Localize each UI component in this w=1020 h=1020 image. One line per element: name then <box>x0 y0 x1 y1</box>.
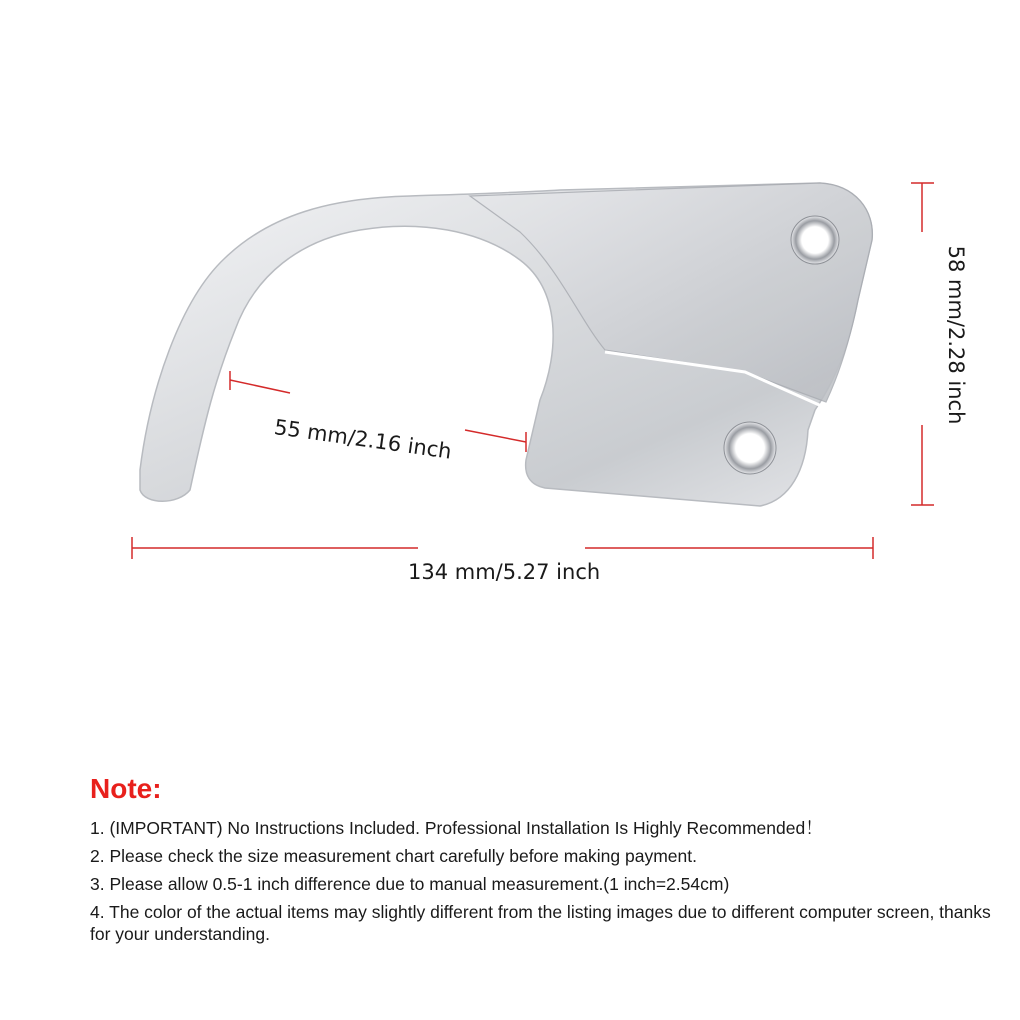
note-item-2: 2. Please check the size measurement chart carefully before making payment. <box>90 846 697 866</box>
note-title: Note: <box>90 773 162 804</box>
total-width-label: 134 mm/5.27 inch <box>408 560 601 584</box>
note-item-4: 4. The color of the actual items may slightly different from the listing images due to different computer screen, thanks for your understanding. <box>90 902 991 944</box>
inner-line-right <box>465 430 526 442</box>
mounting-hole-upper <box>791 216 839 264</box>
note-item-3: 3. Please allow 0.5-1 inch difference due to manual measurement.(1 inch=2.54cm) <box>90 874 730 894</box>
inner-diameter-label: 55 mm/2.16 inch <box>272 415 454 464</box>
note-item-1: 1. (IMPORTANT) No Instructions Included. Professional Installation Is Highly Recommended！ <box>90 818 823 838</box>
inner-line-left <box>230 380 290 393</box>
bracket-part <box>140 183 872 506</box>
notes-section <box>90 773 1000 951</box>
height-label: 58 mm/2.28 inch <box>944 245 968 425</box>
mounting-hole-lower <box>724 422 776 474</box>
